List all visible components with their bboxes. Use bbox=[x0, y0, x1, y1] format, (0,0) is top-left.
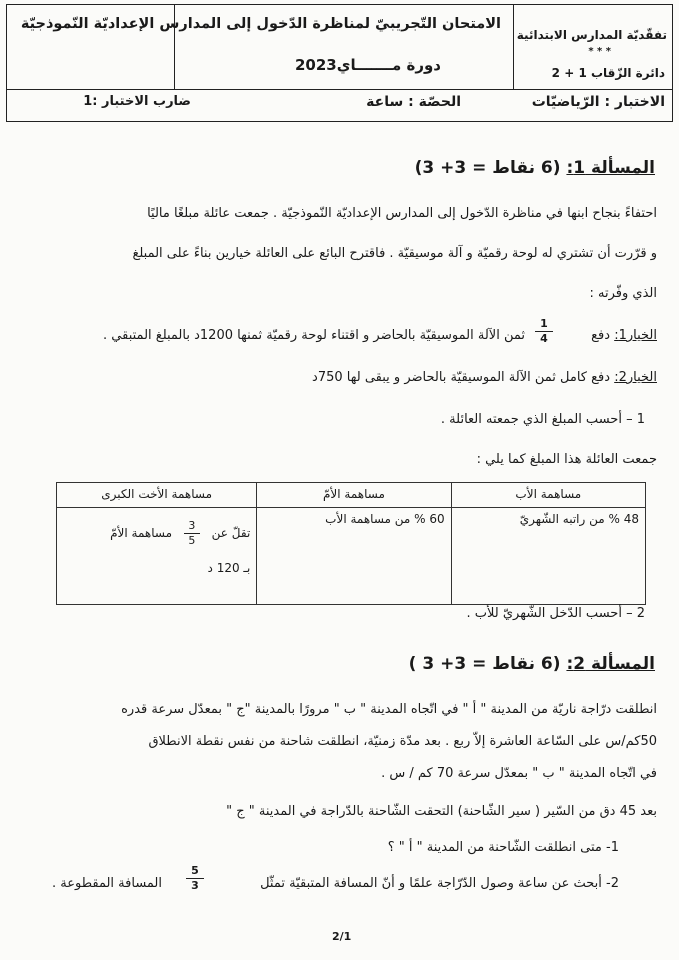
cell-mother bbox=[257, 508, 451, 605]
problem2-heading bbox=[409, 654, 655, 674]
mother-contribution: 60 % من مساهمة الأب bbox=[325, 512, 445, 526]
table-header-row bbox=[57, 483, 646, 508]
problem1-collected: جمعت العائلة هذا المبلغ كما يلي : bbox=[476, 452, 657, 467]
sister-line2: بـ 120 د bbox=[207, 561, 251, 575]
table-header-father: مساهمة الأب bbox=[451, 483, 645, 508]
problem1-title: المسألة 1: bbox=[566, 158, 655, 178]
problem2-q2-fraction bbox=[186, 865, 204, 892]
option1-pre: دفع bbox=[591, 328, 611, 343]
q2-fraction-num: 5 bbox=[191, 864, 199, 877]
school-authority: تفقّديّة المدارس الابتدائية bbox=[516, 28, 667, 42]
problem1-points: (6 نقاط = 3+ 3) bbox=[414, 158, 561, 178]
exam-subject: الاختبار : الرّياضيّات bbox=[531, 94, 665, 110]
district: دائرة الزّقاب 1 + 2 bbox=[551, 66, 665, 80]
sister-fraction-den: 5 bbox=[188, 534, 196, 547]
table-header-mother: مساهمة الأمّ bbox=[257, 483, 451, 508]
option2 bbox=[312, 370, 657, 385]
problem1-intro-line2: و قرّرت أن تشتري له لوحة رقميّة و آلة موسيقيّة . فاقترح البائع على العائلة خيارين بناءً على المبلغ bbox=[132, 246, 657, 261]
problem1-question1: 1 – أحسب المبلغ الذي جمعته العائلة . bbox=[440, 412, 645, 427]
exam-coefficient: ضارب الاختبار :1 bbox=[83, 94, 191, 109]
sister-post: مساهمة الأمّ bbox=[110, 526, 173, 540]
contribution-table bbox=[56, 482, 646, 605]
problem2-line2: 50كم/س على السّاعة العاشرة إلاّ ربع . بعد مدّة زمنيّة، انطلقت شاحنة من نفس نقطة الانطلاق bbox=[148, 734, 657, 749]
problem1-intro-line1: احتفاءً بنجاح ابنها في مناظرة الدّخول إلى المدارس الإعداديّة النّموذجيّة . جمعت عائلة مبلغًا ماليًا bbox=[147, 206, 657, 221]
stars: * * * bbox=[588, 46, 611, 57]
problem2-title: المسألة 2: bbox=[566, 654, 655, 674]
option1-fraction-den: 4 bbox=[540, 332, 548, 345]
cell-sister bbox=[57, 508, 257, 605]
father-contribution: 48 % من راتبه الشّهريّ bbox=[519, 512, 639, 526]
problem2-line4: بعد 45 دق من السّير ( سير الشّاحنة) التحقت الشّاحنة بالدّراجة في المدينة " ج " bbox=[226, 804, 657, 819]
exam-title: الامتحان التّجريبيّ لمناظرة الدّخول إلى المدارس الإعداديّة النّموذجيّة bbox=[20, 16, 501, 32]
option1-label: الخيار1: bbox=[614, 328, 657, 343]
header-divider-bottom bbox=[7, 89, 672, 90]
sister-contribution bbox=[63, 520, 250, 547]
table-header-sister: مساهمة الأخت الكبرى bbox=[57, 483, 257, 508]
sister-fraction-num: 3 bbox=[188, 519, 196, 532]
option2-text: دفع كامل ثمن الآلة الموسيقيّة بالحاضر و يبقى لها 750د bbox=[312, 370, 611, 385]
option1 bbox=[591, 328, 657, 343]
problem1-question2: 2 – أحسب الدّخل الشّهريّ للأب . bbox=[466, 606, 645, 621]
cell-father bbox=[451, 508, 645, 605]
sister-fraction bbox=[184, 520, 200, 547]
problem2-q2-post: المسافة المقطوعة . bbox=[52, 876, 162, 891]
option2-label: الخيار2: bbox=[614, 370, 657, 385]
problem2-line1: انطلقت درّاجة ناريّة من المدينة " أ " في اتّجاه المدينة " ب " مرورًا بالمدينة "ج " بمعدّل سرعة قدره bbox=[121, 702, 657, 717]
problem1-heading bbox=[415, 158, 655, 178]
option1-post: ثمن الآلة الموسيقيّة بالحاضر و اقتناء لوحة رقميّة ثمنها 1200د بالمبلغ المتبقي . bbox=[103, 328, 525, 343]
problem2-points: (6 نقاط = 3+ 3 ) bbox=[408, 654, 561, 674]
option1-fraction bbox=[535, 318, 553, 345]
exam-session: دورة مـــــــاي2023 bbox=[294, 56, 441, 74]
sister-pre: تقلّ عن bbox=[211, 526, 251, 540]
exam-duration: الحصّة : ساعة bbox=[366, 94, 461, 110]
problem2-q1: 1- متى انطلقت الشّاحنة من المدينة " أ " ؟ bbox=[387, 840, 619, 855]
page-number: 2/1 bbox=[332, 930, 352, 943]
table-row bbox=[57, 508, 646, 605]
problem1-intro-line3: الذي وفّرته : bbox=[589, 286, 657, 301]
option1-fraction-num: 1 bbox=[540, 317, 548, 330]
problem2-line3: في اتّجاه المدينة " ب " بمعدّل سرعة 70 كم / س . bbox=[381, 766, 657, 781]
q2-fraction-den: 3 bbox=[191, 879, 199, 892]
problem2-q2-pre: 2- أبحث عن ساعة وصول الدّرّاجة علمًا و أنّ المسافة المتبقيّة تمثّل bbox=[260, 876, 619, 891]
header-divider-right bbox=[513, 5, 514, 89]
